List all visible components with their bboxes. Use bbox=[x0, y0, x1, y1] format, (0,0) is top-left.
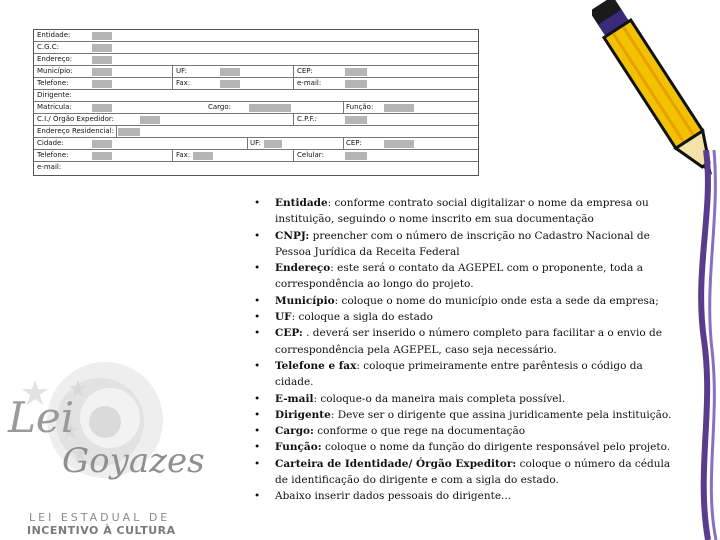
divider bbox=[293, 77, 294, 90]
label-uf-2: UF: bbox=[250, 139, 261, 147]
logo-script-lei: Lei bbox=[8, 393, 75, 442]
list-item bbox=[250, 391, 680, 407]
bullet: • bbox=[254, 457, 261, 470]
field-telefone-2[interactable] bbox=[92, 152, 112, 160]
field-cep-2[interactable] bbox=[384, 140, 414, 148]
label-email: e-mail: bbox=[297, 79, 322, 87]
instruction-term: Função: bbox=[275, 441, 322, 454]
label-municipio: Município: bbox=[37, 67, 73, 75]
bullet: • bbox=[254, 262, 261, 275]
list-item bbox=[250, 260, 680, 293]
instruction-term: Entidade bbox=[275, 197, 328, 209]
list-item bbox=[250, 439, 680, 455]
bullet: • bbox=[254, 425, 261, 438]
row-cidade bbox=[34, 138, 478, 150]
list-item bbox=[250, 423, 680, 439]
row-matricula bbox=[34, 102, 478, 114]
field-celular[interactable] bbox=[345, 152, 367, 160]
field-endereco-residencial[interactable] bbox=[118, 128, 140, 136]
instruction-term: UF bbox=[275, 311, 292, 324]
field-ci[interactable] bbox=[140, 116, 160, 124]
label-cidade: Cidade: bbox=[37, 139, 64, 147]
row-municipio bbox=[34, 66, 478, 78]
bullet: • bbox=[254, 392, 261, 405]
instruction-text: coloque o número da cédula de identificação do dirigente e com a sigla do estado. bbox=[275, 457, 671, 487]
list-item bbox=[250, 488, 680, 504]
bullet: • bbox=[254, 327, 261, 340]
field-cidade[interactable] bbox=[92, 140, 112, 148]
row-ci bbox=[34, 114, 478, 126]
instruction-term: Telefone e fax bbox=[275, 359, 357, 372]
instruction-term: Dirigente bbox=[275, 408, 331, 421]
label-funcao: Função: bbox=[346, 103, 374, 111]
field-municipio[interactable] bbox=[92, 68, 112, 76]
field-endereco[interactable] bbox=[92, 56, 112, 64]
instructions-list bbox=[250, 195, 680, 505]
row-telefone-2 bbox=[34, 150, 478, 162]
label-fax-2: Fax: bbox=[176, 151, 191, 159]
divider bbox=[116, 125, 117, 138]
instruction-term: Endereço bbox=[275, 262, 331, 275]
list-item bbox=[250, 228, 680, 261]
registration-form bbox=[33, 29, 479, 176]
list-item bbox=[250, 407, 680, 423]
bullet: • bbox=[254, 294, 261, 307]
field-uf[interactable] bbox=[220, 68, 240, 76]
divider bbox=[343, 137, 344, 150]
bullet: • bbox=[254, 441, 261, 454]
instruction-text: preencher com o número de inscrição no Cadastro Nacional de Pessoa Jurídica da Receita Federal bbox=[275, 229, 650, 258]
list-item bbox=[250, 325, 680, 358]
label-telefone: Telefone: bbox=[37, 79, 69, 87]
instruction-term: Carteira de Identidade/ Órgão Expeditor: bbox=[275, 457, 517, 470]
field-cgc[interactable] bbox=[92, 44, 112, 52]
label-matricula: Matrícula: bbox=[37, 103, 72, 111]
instruction-term: CEP: bbox=[275, 327, 303, 340]
label-telefone-2: Telefone: bbox=[37, 151, 69, 159]
field-fax[interactable] bbox=[220, 80, 240, 88]
divider bbox=[172, 149, 173, 162]
field-cep[interactable] bbox=[345, 68, 367, 76]
label-ci: C.I./ Órgão Expedidor: bbox=[37, 115, 115, 123]
divider bbox=[293, 149, 294, 162]
instruction-text: : coloque-o da maneira mais completa possível. bbox=[313, 392, 566, 405]
list-item bbox=[250, 358, 680, 391]
field-email[interactable] bbox=[345, 80, 367, 88]
label-cgc: C.G.C: bbox=[37, 43, 60, 51]
instruction-text: : coloque primeiramente entre parêntesis o código da cidade. bbox=[275, 359, 643, 389]
label-email-2: e-mail: bbox=[37, 163, 62, 171]
label-cpf: C.P.F.: bbox=[297, 115, 317, 123]
row-endereco bbox=[34, 54, 478, 66]
instruction-text: : coloque o nome do município onde esta a sede da empresa; bbox=[334, 294, 659, 307]
divider bbox=[172, 77, 173, 90]
instruction-text: : coloque a sigla do estado bbox=[291, 311, 433, 324]
instruction-term: E-mail bbox=[275, 392, 314, 405]
row-email-2 bbox=[34, 162, 478, 174]
label-fax: Fax: bbox=[176, 79, 191, 87]
bullet: • bbox=[254, 490, 261, 503]
label-endereco-residencial: Endereço Residencial: bbox=[37, 127, 115, 135]
bullet: • bbox=[254, 197, 261, 209]
instruction-text: : este será o contato da AGEPEL com o proponente, toda a correspondência ao longo do projeto. bbox=[275, 262, 643, 291]
logo-script-goyazes: Goyazes bbox=[62, 441, 205, 481]
instruction-text: conforme o que rege na documentação bbox=[313, 425, 526, 438]
instruction-text: Abaixo inserir dados pessoais do dirigente... bbox=[275, 490, 512, 503]
row-telefone bbox=[34, 78, 478, 90]
bullet: • bbox=[254, 359, 261, 372]
label-entidade: Entidade: bbox=[37, 31, 71, 39]
row-cgc bbox=[34, 42, 478, 54]
divider bbox=[293, 113, 294, 126]
instruction-text: : Deve ser o dirigente que assina juridicamente pela instituição. bbox=[330, 408, 672, 421]
list-item bbox=[250, 195, 680, 228]
field-entidade[interactable] bbox=[92, 32, 112, 40]
field-funcao[interactable] bbox=[384, 104, 414, 112]
instruction-term: Município bbox=[275, 294, 335, 307]
decorative-ribbon bbox=[684, 150, 720, 540]
label-endereco: Endereço: bbox=[37, 55, 73, 63]
label-dirigente: Dirigente: bbox=[37, 91, 72, 99]
label-cep-2: CEP: bbox=[346, 139, 362, 147]
field-fax-2[interactable] bbox=[193, 152, 213, 160]
label-cargo: Cargo: bbox=[208, 103, 232, 111]
instruction-text: coloque o nome da função do dirigente responsável pelo projeto. bbox=[321, 441, 671, 454]
divider bbox=[343, 101, 344, 114]
logo-line-1: LEI ESTADUAL DE bbox=[29, 511, 171, 524]
row-entidade bbox=[34, 30, 478, 42]
instruction-term: CNPJ: bbox=[275, 229, 310, 242]
field-matricula[interactable] bbox=[92, 104, 112, 112]
instruction-text: . deverá ser inserido o número completo para facilitar a o envio de correspondência pela AGEPEL, caso seja necessário. bbox=[275, 327, 662, 356]
bullet: • bbox=[254, 229, 261, 242]
list-item bbox=[250, 456, 680, 489]
label-cep: CEP: bbox=[297, 67, 313, 75]
bullet: • bbox=[254, 311, 261, 324]
list-item bbox=[250, 293, 680, 309]
field-uf-2[interactable] bbox=[264, 140, 282, 148]
instruction-text: : conforme contrato social digitalizar o nome da empresa ou instituição, seguindo o nome inscrito em sua documentação bbox=[275, 197, 649, 226]
row-dirigente bbox=[34, 90, 478, 102]
logo-line-2: INCENTIVO À CULTURA bbox=[27, 524, 176, 537]
field-telefone[interactable] bbox=[92, 80, 112, 88]
instruction-term: Cargo: bbox=[275, 425, 314, 438]
field-cpf[interactable] bbox=[345, 116, 367, 124]
field-cargo[interactable] bbox=[249, 104, 291, 112]
label-celular: Celular: bbox=[297, 151, 324, 159]
label-uf: UF: bbox=[176, 67, 187, 75]
divider bbox=[247, 137, 248, 150]
list-item bbox=[250, 309, 680, 325]
bullet: • bbox=[254, 408, 261, 421]
row-endereco-residencial bbox=[34, 126, 478, 138]
